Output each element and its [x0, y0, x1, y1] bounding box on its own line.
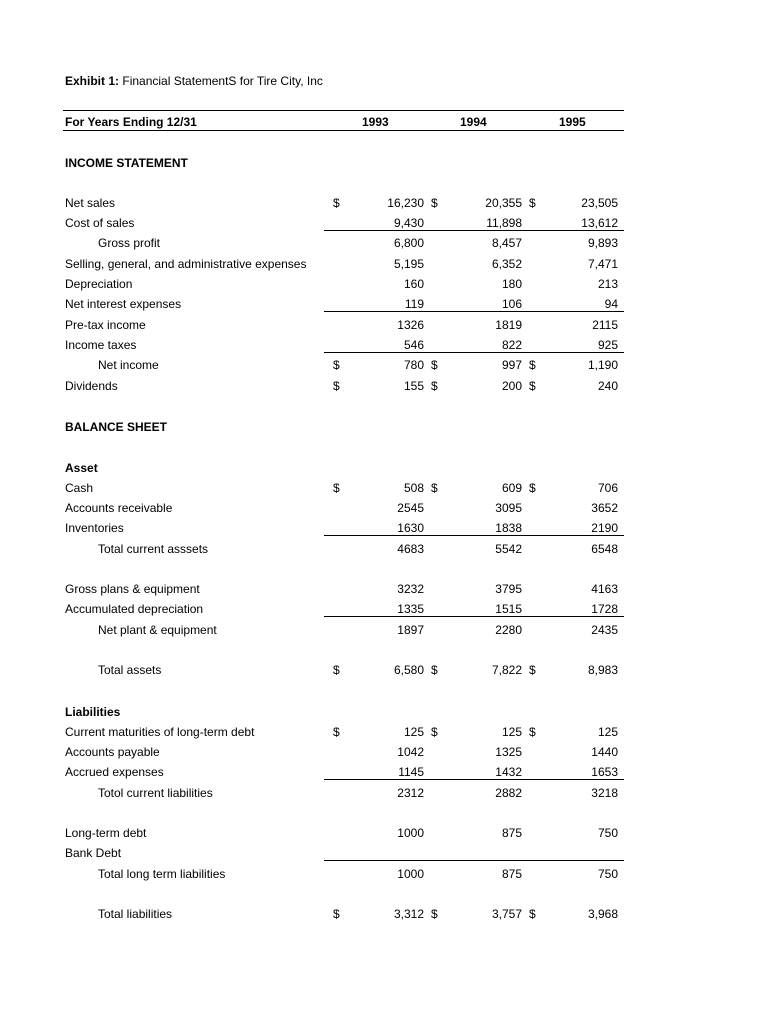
row-label: Net interest expenses [65, 297, 182, 311]
row-label: Selling, general, and administrative expenses [65, 257, 307, 271]
table-row [0, 277, 768, 293]
subtotal-rule [324, 352, 624, 353]
value-1995: 9,893 [587, 236, 618, 250]
value-1995: 7,471 [587, 257, 618, 271]
section-title: BALANCE SHEET [65, 420, 168, 434]
value-1995: 1653 [591, 765, 618, 779]
value-1993: 1897 [397, 623, 424, 637]
currency-symbol: $ [431, 907, 438, 921]
currency-symbol: $ [431, 379, 438, 393]
currency-symbol: $ [529, 481, 536, 495]
row-label: Total current asssets [98, 542, 209, 556]
value-1995: 240 [597, 379, 618, 393]
value-1995: 1,190 [587, 358, 618, 372]
currency-symbol: $ [333, 481, 340, 495]
section-income-statement [0, 156, 768, 172]
value-1994: 5542 [495, 542, 522, 556]
value-1994: 875 [501, 867, 522, 881]
section-asset [0, 461, 768, 477]
row-label: Inventories [65, 521, 124, 535]
value-1993: 3,312 [393, 907, 424, 921]
currency-symbol: $ [333, 663, 340, 677]
value-1993: 155 [403, 379, 424, 393]
table-row [0, 358, 768, 374]
row-label: Depreciation [65, 277, 133, 291]
currency-symbol: $ [431, 358, 438, 372]
row-label: Total assets [98, 663, 162, 677]
value-1995: 213 [597, 277, 618, 291]
value-1994: 3095 [495, 501, 522, 515]
row-label: Pre-tax income [65, 318, 146, 332]
value-1995: 3,968 [587, 907, 618, 921]
table-row [0, 318, 768, 334]
value-1995: 706 [597, 481, 618, 495]
value-1993: 1630 [397, 521, 424, 535]
value-1995: 2115 [592, 318, 618, 332]
header-label: For Years Ending 12/31 [65, 115, 197, 129]
table-row [0, 582, 768, 598]
value-1993: 780 [403, 358, 424, 372]
value-1995: 2190 [591, 521, 618, 535]
currency-symbol: $ [529, 196, 536, 210]
value-1995: 750 [597, 826, 618, 840]
row-label: Bank Debt [65, 846, 122, 860]
section-title: Liabilities [65, 705, 121, 719]
table-row [0, 379, 768, 395]
row-label: Net sales [65, 196, 116, 210]
header-top-rule [63, 110, 624, 111]
table-row [0, 663, 768, 679]
value-1994: 2882 [495, 786, 522, 800]
row-label: Accumulated depreciation [65, 602, 204, 616]
value-1994: 875 [501, 826, 522, 840]
row-label: Gross profit [98, 236, 161, 250]
subtotal-rule [324, 616, 624, 617]
row-label: Current maturities of long-term debt [65, 725, 255, 739]
value-1993: 3232 [397, 582, 424, 596]
value-1994: 822 [501, 338, 522, 352]
currency-symbol: $ [431, 196, 438, 210]
row-label: Total liabilities [98, 907, 173, 921]
value-1994: 1325 [495, 745, 522, 759]
exhibit-label: Exhibit 1: [65, 74, 120, 88]
value-1993: 2312 [397, 786, 424, 800]
value-1994: 8,457 [491, 236, 522, 250]
table-row [0, 196, 768, 212]
exhibit-title [65, 74, 323, 88]
value-1994: 106 [501, 297, 522, 311]
currency-symbol: $ [431, 481, 438, 495]
value-1995: 1728 [591, 602, 618, 616]
header-year-1995: 1995 [559, 115, 586, 129]
section-balance-sheet [0, 420, 768, 436]
row-label: Total long term liabilities [98, 867, 226, 881]
value-1993: 1000 [397, 867, 424, 881]
value-1994: 3,757 [491, 907, 522, 921]
row-label: Cost of sales [65, 216, 135, 230]
value-1995: 23,505 [581, 196, 618, 210]
subtotal-rule [324, 535, 624, 536]
value-1993: 119 [404, 297, 424, 311]
table-row [0, 501, 768, 517]
currency-symbol: $ [529, 379, 536, 393]
table-row [0, 745, 768, 761]
row-label: Accrued expenses [65, 765, 164, 779]
value-1995: 8,983 [587, 663, 618, 677]
subtotal-rule [324, 230, 624, 231]
section-liabilities [0, 705, 768, 721]
value-1994: 180 [501, 277, 522, 291]
value-1994: 1819 [495, 318, 522, 332]
value-1994: 200 [501, 379, 522, 393]
value-1993: 1042 [397, 745, 424, 759]
value-1994: 997 [501, 358, 522, 372]
value-1993: 508 [403, 481, 424, 495]
value-1993: 6,580 [393, 663, 424, 677]
currency-symbol: $ [529, 907, 536, 921]
value-1993: 1335 [397, 602, 424, 616]
row-label: Accounts payable [65, 745, 160, 759]
subtotal-rule [324, 779, 624, 780]
value-1994: 6,352 [491, 257, 522, 271]
value-1993: 546 [403, 338, 424, 352]
table-row [0, 826, 768, 842]
exhibit-title-text: Financial StatementS for Tire City, Inc [122, 74, 323, 88]
value-1994: 7,822 [491, 663, 522, 677]
header-year-1993: 1993 [362, 115, 389, 129]
row-label: Long-term debt [65, 826, 147, 840]
row-label: Gross plans & equipment [65, 582, 200, 596]
currency-symbol: $ [333, 725, 340, 739]
value-1995: 1440 [591, 745, 618, 759]
currency-symbol: $ [431, 663, 438, 677]
currency-symbol: $ [333, 358, 340, 372]
value-1994: 125 [501, 725, 522, 739]
value-1994: 609 [501, 481, 522, 495]
value-1995: 3652 [591, 501, 618, 515]
currency-symbol: $ [333, 196, 340, 210]
value-1993: 1326 [397, 318, 424, 332]
row-label: Net plant & equipment [98, 623, 217, 637]
row-label: Accounts receivable [65, 501, 173, 515]
value-1993: 6,800 [393, 236, 424, 250]
currency-symbol: $ [529, 663, 536, 677]
value-1995: 94 [604, 297, 618, 311]
currency-symbol: $ [529, 725, 536, 739]
value-1994: 3795 [495, 582, 522, 596]
value-1993: 4683 [397, 542, 424, 556]
row-label: Totol current liabilities [98, 786, 213, 800]
value-1994: 2280 [495, 623, 522, 637]
table-row [0, 623, 768, 639]
value-1993: 16,230 [387, 196, 424, 210]
value-1995: 125 [597, 725, 618, 739]
table-row [0, 542, 768, 558]
value-1995: 6548 [591, 542, 618, 556]
value-1994: 11,898 [486, 216, 522, 230]
value-1993: 2545 [397, 501, 424, 515]
row-label: Net income [98, 358, 159, 372]
currency-symbol: $ [333, 907, 340, 921]
value-1993: 160 [403, 277, 424, 291]
value-1993: 125 [403, 725, 424, 739]
table-row [0, 236, 768, 252]
currency-symbol: $ [333, 379, 340, 393]
value-1993: 9,430 [393, 216, 424, 230]
table-row [0, 907, 768, 923]
value-1993: 1000 [397, 826, 424, 840]
row-label: Income taxes [65, 338, 137, 352]
value-1995: 2435 [591, 623, 618, 637]
table-row [0, 257, 768, 273]
value-1994: 1432 [495, 765, 522, 779]
subtotal-rule [324, 860, 624, 861]
value-1993: 5,195 [393, 257, 424, 271]
section-title: INCOME STATEMENT [65, 156, 188, 170]
currency-symbol: $ [431, 725, 438, 739]
table-row [0, 481, 768, 497]
row-label: Cash [65, 481, 94, 495]
row-label: Dividends [65, 379, 118, 393]
value-1995: 13,612 [581, 216, 618, 230]
subtotal-rule [324, 311, 624, 312]
value-1995: 4163 [591, 582, 618, 596]
value-1995: 3218 [591, 786, 618, 800]
value-1994: 1838 [495, 521, 522, 535]
header-year-1994: 1994 [460, 115, 487, 129]
table-row [0, 867, 768, 883]
value-1994: 20,355 [485, 196, 522, 210]
table-row [0, 725, 768, 741]
header-bottom-rule [63, 130, 624, 131]
value-1995: 750 [597, 867, 618, 881]
value-1994: 1515 [495, 602, 522, 616]
value-1995: 925 [597, 338, 618, 352]
section-title: Asset [65, 461, 98, 475]
table-row [0, 786, 768, 802]
value-1993: 1145 [398, 765, 424, 779]
currency-symbol: $ [529, 358, 536, 372]
